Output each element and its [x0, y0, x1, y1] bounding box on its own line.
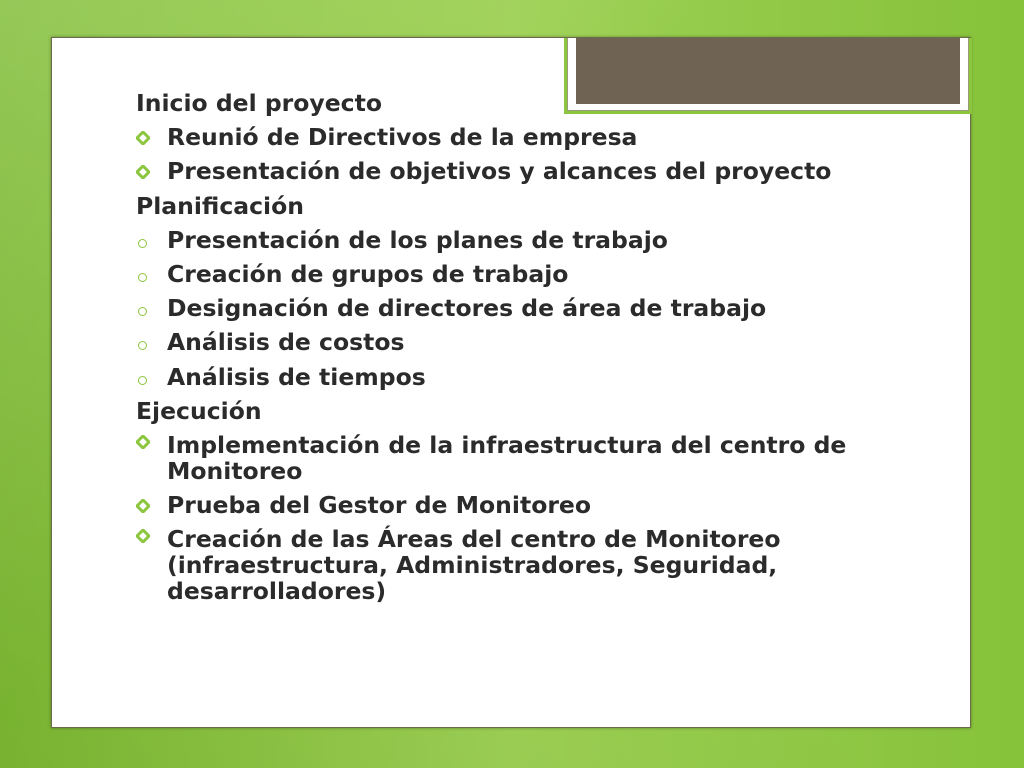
- list-item: [136, 291, 936, 325]
- list-item-text: Creación de las Áreas del centro de Monitoreo (infraestructura, Administradores, Seguridad, desarrolladores): [167, 525, 781, 606]
- section-heading-ejecucion: Ejecución: [136, 396, 262, 425]
- list-item-text: Prueba del Gestor de Monitoreo: [167, 491, 592, 520]
- section-heading-planificacion: Planificación: [136, 191, 304, 220]
- list-item: [136, 257, 936, 291]
- circle-bullet-icon: [138, 376, 147, 385]
- diamond-bullet-icon: [136, 529, 150, 543]
- diamond-bullet-icon: [136, 165, 150, 179]
- list-item-text: Creación de grupos de trabajo: [167, 260, 569, 289]
- diamond-bullet-icon: [136, 435, 150, 449]
- list-item-text: Análisis de costos: [167, 328, 405, 357]
- diamond-bullet-icon: [136, 131, 150, 145]
- circle-bullet-icon: [138, 307, 147, 316]
- list-item-text: Presentación de los planes de trabajo: [167, 225, 668, 254]
- list-item: [136, 360, 936, 394]
- list-item-text: Implementación de la infraestructura del centro de Monitoreo: [167, 431, 847, 486]
- list-item-text: Presentación de objetivos y alcances del proyecto: [167, 157, 832, 186]
- circle-bullet-icon: [138, 341, 147, 350]
- list-item: [136, 223, 936, 257]
- slide-content: [136, 86, 936, 608]
- list-item: [136, 428, 887, 488]
- list-item: [136, 325, 936, 359]
- list-item: [136, 154, 936, 188]
- list-item-text: Designación de directores de área de trabajo: [167, 294, 767, 323]
- circle-bullet-icon: [138, 273, 147, 282]
- list-item: [136, 488, 936, 522]
- section-heading-inicio: Inicio del proyecto: [136, 89, 382, 117]
- list-item-text: Reunió de Directivos de la empresa: [167, 123, 638, 152]
- list-item: [136, 120, 936, 154]
- list-item-text: Análisis de tiempos: [167, 362, 426, 391]
- list-item: [136, 522, 857, 608]
- diamond-bullet-icon: [136, 499, 150, 513]
- circle-bullet-icon: [138, 239, 147, 248]
